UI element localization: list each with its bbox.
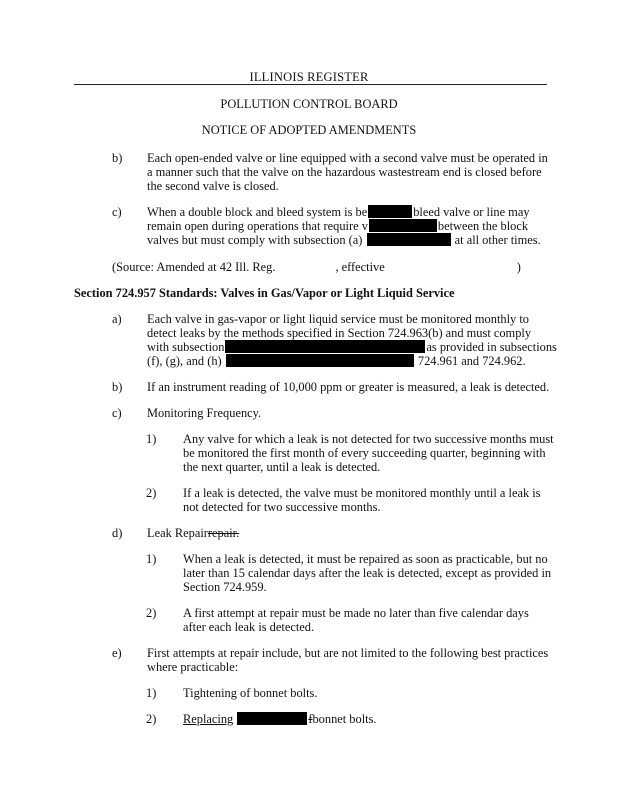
redaction-block — [368, 205, 412, 218]
para-c-item-num: 2) — [146, 486, 157, 500]
para-c-label: c) — [112, 406, 122, 420]
para-a-line: with subsection as provided in subsections — [147, 340, 557, 354]
para-c-title: Monitoring Frequency. — [147, 406, 262, 420]
para-e-item-text: Tightening of bonnet bolts. — [183, 686, 318, 700]
para-c-top-line: When a double block and bleed system is be bleed valve or line may — [147, 205, 530, 219]
para-c-item-line: Any valve for which a leak is not detected for two successive months must — [183, 432, 554, 446]
para-e-item-text: Replacing fbonnet bolts. — [183, 712, 377, 726]
board-title: POLLUTION CONTROL BOARD — [220, 97, 398, 111]
para-b-top-line: the second valve is closed. — [147, 179, 279, 193]
section-heading: Section 724.957 Standards: Valves in Gas/Vapor or Light Liquid Service — [74, 286, 455, 300]
redaction-block — [226, 354, 414, 367]
para-e-label: e) — [112, 646, 122, 660]
para-e-item-num: 2) — [146, 712, 157, 726]
header-rule — [74, 84, 547, 85]
redaction-block — [237, 712, 307, 725]
para-d-title: Leak Repairrepair. — [147, 526, 240, 540]
para-c-top-line: valves but must comply with subsection (a) at all other times. — [147, 233, 541, 247]
para-c-top-line: remain open during operations that require v between the block — [147, 219, 529, 233]
para-c-item-num: 1) — [146, 432, 157, 446]
para-e-line: First attempts at repair include, but are not limited to the following best practices — [147, 646, 549, 660]
para-e-line: where practicable: — [147, 660, 239, 674]
para-d-item-line: Section 724.959. — [183, 580, 267, 594]
para-b-top-line: Each open-ended valve or line equipped with a second valve must be operated in — [147, 151, 548, 165]
para-d-item-line: after each leak is detected. — [183, 620, 315, 634]
para-c-item-line: be monitored the first month of every succeeding quarter, beginning with — [183, 446, 546, 460]
para-c-item-line: not detected for two successive months. — [183, 500, 381, 514]
redaction-block — [367, 233, 451, 246]
para-b-text: If an instrument reading of 10,000 ppm or greater is measured, a leak is detected. — [147, 380, 550, 394]
source-note: (Source: Amended at 42 Ill. Reg. , effective ) — [112, 260, 521, 274]
notice-title: NOTICE OF ADOPTED AMENDMENTS — [201, 123, 417, 137]
para-d-item-line: When a leak is detected, it must be repaired as soon as practicable, but no — [183, 552, 548, 566]
para-d-item-num: 1) — [146, 552, 157, 566]
para-a-label: a) — [112, 312, 122, 326]
para-b-top-label: b) — [112, 151, 123, 165]
para-c-item-line: If a leak is detected, the valve must be monitored monthly until a leak is — [183, 486, 541, 500]
para-d-label: d) — [112, 526, 123, 540]
register-title: ILLINOIS REGISTER — [249, 70, 369, 84]
redaction-block — [225, 340, 425, 353]
para-d-item-num: 2) — [146, 606, 157, 620]
para-a-line: detect leaks by the methods specified in Section 724.963(b) and must comply — [147, 326, 532, 340]
para-a-line: Each valve in gas-vapor or light liquid service must be monitored monthly to — [147, 312, 529, 326]
para-a-line: (f), (g), and (h) 724.961 and 724.962. — [147, 354, 526, 368]
para-e-item-num: 1) — [146, 686, 157, 700]
para-d-item-line: A first attempt at repair must be made no later than five calendar days — [183, 606, 529, 620]
para-b-label: b) — [112, 380, 123, 394]
para-d-item-line: later than 15 calendar days after the leak is detected, except as provided in — [183, 566, 552, 580]
para-c-top-label: c) — [112, 205, 122, 219]
redaction-block — [369, 219, 437, 232]
para-b-top-line: a manner such that the valve on the hazardous wastestream end is closed before — [147, 165, 542, 179]
para-c-item-line: the next quarter, until a leak is detected. — [183, 460, 381, 474]
